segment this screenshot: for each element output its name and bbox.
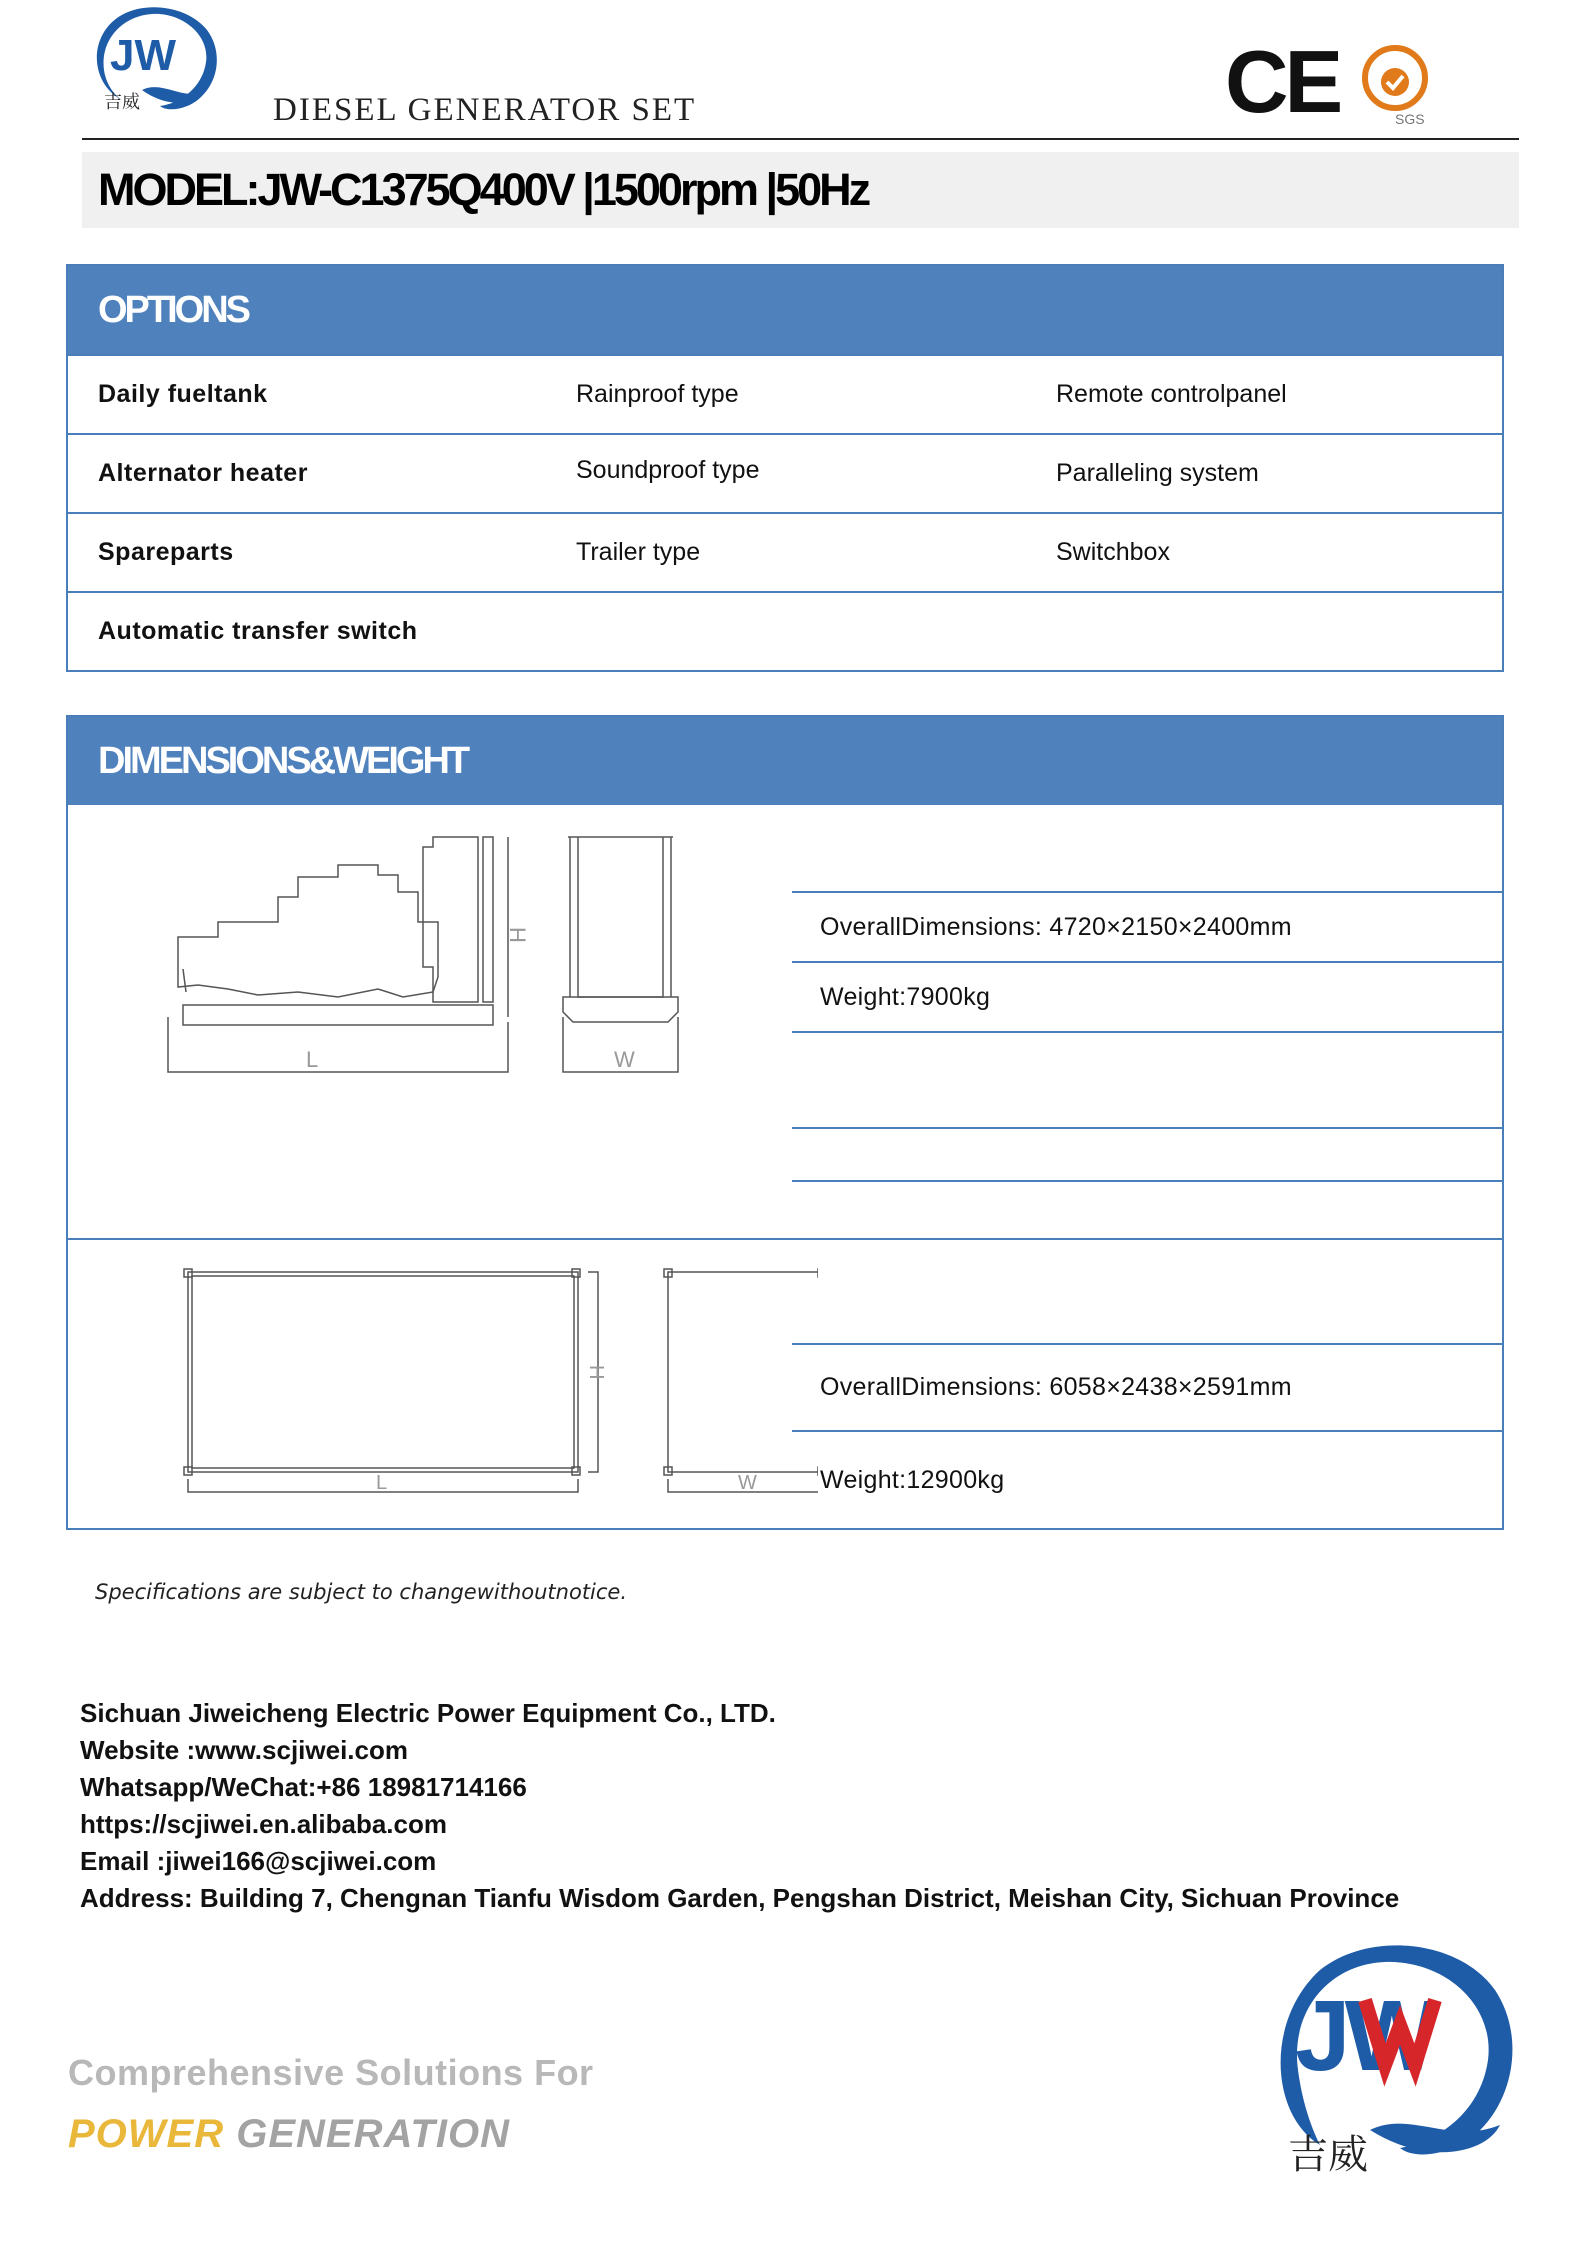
website-link[interactable]: Website :www.scjiwei.com [80,1735,408,1765]
tagline-line1: Comprehensive Solutions For [68,2052,594,2093]
company-logo-large [1250,1930,1555,2180]
option-cell: Remote controlpanel [1056,380,1287,408]
dimensions-divider [68,1238,1502,1240]
dimension-rule [792,1127,1504,1129]
height-label: H [585,1365,607,1380]
logo-cn: 吉威 [104,92,140,113]
header-divider [82,138,1519,140]
option-cell: Soundproof type [576,456,760,484]
document-subtitle: DIESEL GENERATOR SET [273,92,697,128]
company-logo [82,0,237,120]
tagline-power: POWER [68,2112,225,2156]
options-row [68,354,1502,433]
length-label: L [306,1047,319,1072]
options-table [66,264,1504,672]
logo-text: JW [110,31,176,80]
option-cell: Automatic transfer switch [98,617,418,645]
dimensions-table [66,715,1504,1530]
tagline-line2 [68,2112,510,2157]
option-cell: Alternator heater [98,459,308,487]
length-label: L [376,1472,388,1494]
option-cell: Trailer type [576,538,701,566]
option-cell: Paralleling system [1056,459,1259,487]
dimension-rule [792,1430,1504,1432]
dimensions-heading: DIMENSIONS&WEIGHT [68,717,1502,805]
alibaba-link[interactable]: https://scjiwei.en.alibaba.com [80,1809,447,1839]
container-dimensions: OverallDimensions: 6058×2438×2591mm [820,1373,1292,1401]
option-cell: Switchbox [1056,538,1170,566]
sgs-mark: SGS [1395,111,1425,127]
options-row [68,433,1502,512]
dimension-rule [792,961,1504,963]
certification-logos [1205,30,1450,130]
tagline-generation: GENERATION [236,2112,510,2156]
option-cell: Spareparts [98,538,234,566]
email-link[interactable]: Email :jiwei166@scjiwei.com [80,1846,437,1876]
open-genset-drawing [138,817,838,1157]
dimension-rule [792,1180,1504,1182]
whatsapp-contact: Whatsapp/WeChat:+86 18981714166 [80,1772,527,1802]
options-row [68,591,1502,670]
open-dimensions: OverallDimensions: 4720×2150×2400mm [820,913,1292,941]
width-label: W [614,1047,635,1072]
options-row [68,512,1502,591]
model-title: MODEL:JW-C1375Q400V |1500rpm |50Hz [98,164,869,215]
dimension-rule [792,891,1504,893]
logo-text: JW [1295,1980,1433,2092]
company-name: Sichuan Jiweicheng Electric Power Equipment Co., LTD. [80,1698,776,1728]
height-label: H [505,927,530,943]
container-weight: Weight:12900kg [820,1466,1005,1494]
open-weight: Weight:7900kg [820,983,991,1011]
width-label: W [738,1472,757,1494]
dimension-rule [792,1031,1504,1033]
dimension-rule [792,1343,1504,1345]
spec-note: Specifications are subject to changewithoutnotice. [95,1580,628,1604]
options-heading: OPTIONS [68,266,1502,354]
company-address: Address: Building 7, Chengnan Tianfu Wisdom Garden, Pengshan District, Meishan City, Sichuan Province [80,1883,1400,1913]
container-genset-drawing [118,1247,818,1507]
ce-mark: CE [1225,32,1340,130]
logo-cn: 吉威 [1288,2132,1368,2178]
option-cell: Rainproof type [576,380,739,408]
option-cell: Daily fueltank [98,380,268,408]
